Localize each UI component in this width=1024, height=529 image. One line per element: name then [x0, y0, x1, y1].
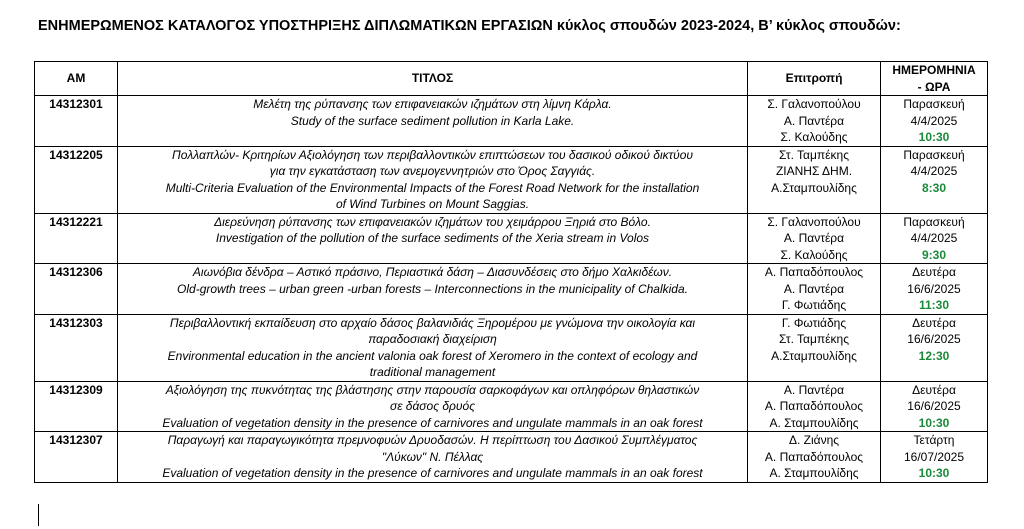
committee-member: Α.Σταμπουλίδης [771, 180, 857, 195]
committee-member: Α. Σταμπουλίδης [769, 466, 859, 480]
date: 16/6/2025 [907, 332, 961, 346]
text-cursor [38, 504, 39, 526]
committee-member: Στ. Ταμπέκης [779, 147, 849, 162]
committee-member: Δ. Ζιάνης [788, 433, 840, 447]
title-line: of Wind Turbines on Mount Saggias. [335, 197, 530, 211]
table-row [35, 264, 988, 315]
weekday: Δευτέρα [912, 265, 956, 279]
time: 8:30 [921, 180, 947, 195]
cell-title [118, 146, 748, 213]
cell-am: 14312303 [35, 314, 118, 381]
committee-member: Σ. Καλούδης [780, 247, 848, 262]
committee-member: Σ. Γαλανοπούλου [767, 97, 861, 111]
committee-member: Α. Σταμπουλίδης [769, 415, 859, 430]
table-row [35, 96, 988, 147]
title-line: Αιωνόβια δένδρα – Αστικό πράσινο, Περιαστικά δάση – Διασυνδέσεις στο δήμο Χαλκιδέων. [192, 265, 673, 279]
weekday: Δευτέρα [912, 382, 956, 397]
weekday: Παρασκευή [903, 147, 965, 162]
title-line: Μελέτη της ρύπανσης των επιφανειακών ιζημάτων στη λίμνη Κάρλα. [253, 97, 612, 111]
committee-member: Στ. Ταμπέκης [779, 332, 849, 346]
thesis-schedule-table [34, 61, 988, 483]
date: 16/07/2025 [903, 449, 965, 464]
title-line: Multi-Criteria Evaluation of the Environmental Impacts of the Forest Road Network for the installation [165, 180, 700, 195]
weekday: Παρασκευή [903, 214, 965, 229]
table-row [35, 146, 988, 213]
title-line: Environmental education in the ancient valonia oak forest of Xeromero in the context of ecology and [167, 348, 698, 363]
document-title: ΕΝΗΜΕΡΩΜΕΝΟΣ ΚΑΤΑΛΟΓΟΣ ΥΠΟΣΤΗΡΙΞΗΣ ΔΙΠΛΩΜΑΤΙΚΩΝ ΕΡΓΑΣΙΩΝ κύκλος σπουδών 2023-2024, Β’ κύκλος σπουδών: [38, 18, 901, 34]
table-body [35, 96, 988, 483]
cell-am: 14312221 [35, 213, 118, 264]
cell-date-time [881, 96, 988, 147]
header-date-line2: - ΩΡΑ [917, 79, 951, 94]
title-line: Investigation of the pollution of the surface sediments of the Xeria stream in Volos [215, 231, 650, 245]
committee-member: Α. Παντέρα [783, 281, 845, 296]
cell-am: 14312309 [35, 381, 118, 432]
cell-date-time [881, 381, 988, 432]
cell-date-time [881, 213, 988, 264]
title-line: Study of the surface sediment pollution in Karla Lake. [290, 113, 575, 128]
cell-title [118, 264, 748, 315]
title-line: Evaluation of vegetation density in the presence of carnivores and ungulate mammals in an oak forest [162, 415, 703, 430]
header-title: ΤΙΤΛΟΣ [118, 62, 748, 96]
title-line: traditional management [369, 365, 496, 379]
date: 16/6/2025 [907, 281, 961, 296]
header-committee: Επιτροπή [748, 62, 881, 96]
cell-am: 14312307 [35, 432, 118, 483]
table-row [35, 213, 988, 264]
cell-date-time [881, 264, 988, 315]
cell-date-time [881, 314, 988, 381]
title-line: Old-growth trees – urban green -urban forests – Interconnections in the municipality of Chalkida. [177, 281, 688, 296]
cell-committee [748, 314, 881, 381]
date: 4/4/2025 [910, 231, 958, 245]
cell-committee [748, 264, 881, 315]
cell-am: 14312306 [35, 264, 118, 315]
cell-committee [748, 432, 881, 483]
committee-member: Γ. Φωτιάδης [781, 298, 847, 312]
committee-member: Α. Παπαδόπουλος [764, 449, 864, 464]
committee-member: Α.Σταμπουλίδης [771, 348, 857, 363]
time: 11:30 [918, 298, 950, 312]
table-row [35, 381, 988, 432]
committee-member: Γ. Φωτιάδης [781, 315, 847, 330]
committee-member: Σ. Γαλανοπούλου [767, 214, 861, 229]
title-line: Πολλαπλών- Κριτηρίων Αξιολόγηση των περιβαλλοντικών επιπτώσεων του δασικού οδικού δικτύου [172, 147, 693, 162]
time: 10:30 [918, 466, 950, 480]
title-line: για την εγκατάσταση των ανεμογεννητριών στο Όρος Σαγγιάς. [269, 164, 596, 178]
title-line: Διερεύνηση ρύπανσης των επιφανειακών ιζημάτων του χειμάρρου Ξηριά στο Βόλο. [214, 214, 651, 229]
date: 4/4/2025 [910, 113, 958, 128]
title-line: Evaluation of vegetation density in the presence of carnivores and ungulate mammals in an oak forest [162, 466, 703, 480]
time: 10:30 [918, 415, 950, 430]
committee-member: Α. Παντέρα [783, 231, 845, 245]
time: 10:30 [918, 130, 950, 144]
cell-committee [748, 213, 881, 264]
cell-title [118, 432, 748, 483]
title-line: Περιβαλλοντική εκπαίδευση στο αρχαίο δάσος βαλανιδιάς Ξηρομέρου με γνώμονα την οικολογία και [169, 315, 696, 330]
cell-title [118, 96, 748, 147]
committee-member: Α. Παντέρα [783, 382, 845, 397]
cell-am: 14312205 [35, 146, 118, 213]
table-row [35, 432, 988, 483]
cell-am: 14312301 [35, 96, 118, 147]
committee-member: Σ. Καλούδης [780, 130, 848, 144]
header-date-time [881, 62, 988, 96]
title-line: "Λύκων" Ν. Πέλλας [381, 449, 484, 464]
cell-committee [748, 381, 881, 432]
weekday: Τετάρτη [913, 433, 955, 447]
weekday: Παρασκευή [903, 97, 965, 111]
committee-member: Α. Παπαδόπουλος [764, 399, 864, 413]
title-line: παραδοσιακή διαχείριση [368, 332, 497, 346]
weekday: Δευτέρα [912, 315, 956, 330]
committee-member: Α. Παπαδόπουλος [764, 265, 864, 279]
header-date-line1: ΗΜΕΡΟΜΗΝΙΑ [892, 63, 976, 77]
date: 4/4/2025 [910, 164, 958, 178]
committee-member: Α. Παντέρα [783, 113, 845, 128]
title-line: Αξιολόγηση της πυκνότητας της βλάστησης στην παρουσία σαρκοφάγων και οπληφόρων θηλαστικών [165, 382, 700, 397]
cell-date-time [881, 146, 988, 213]
cell-date-time [881, 432, 988, 483]
table-header-row [35, 62, 988, 96]
title-line: σε δάσος δρυός [389, 399, 476, 413]
time: 12:30 [918, 348, 950, 363]
committee-member: ΖΙΑΝΗΣ ΔΗΜ. [775, 164, 853, 178]
cell-title [118, 381, 748, 432]
time: 9:30 [921, 247, 947, 262]
header-am: ΑΜ [35, 62, 118, 96]
title-line: Παραγωγή και παραγωγικότητα πρεμνοφυών Δρυοδασών. Η περίπτωση του Δασικού Συμπλέγματος [167, 433, 698, 447]
cell-committee [748, 146, 881, 213]
cell-committee [748, 96, 881, 147]
cell-title [118, 213, 748, 264]
cell-title [118, 314, 748, 381]
table-row [35, 314, 988, 381]
date: 16/6/2025 [907, 399, 961, 413]
